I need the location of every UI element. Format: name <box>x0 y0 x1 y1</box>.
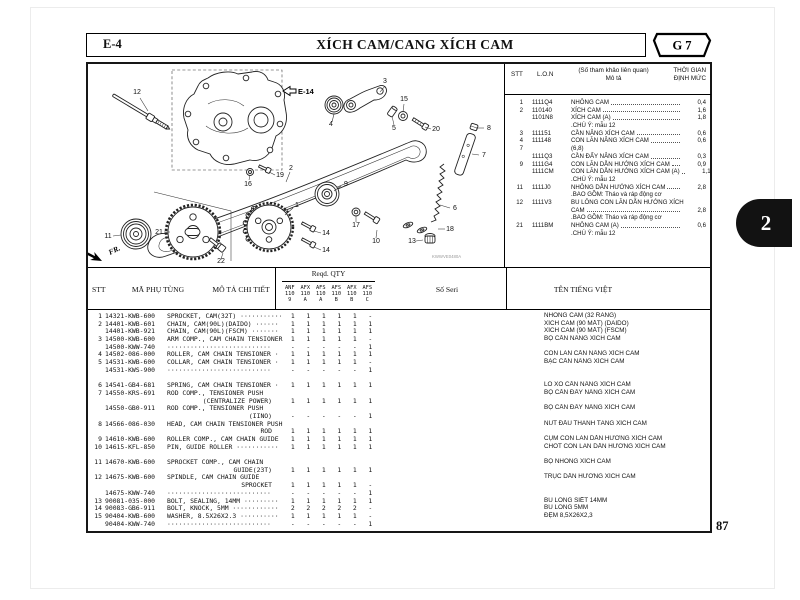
diagram-callout: 20 <box>432 126 440 133</box>
ref-table-row: .CHÚ Ý: mẫu 12 <box>571 122 616 130</box>
ref-table-header <box>505 64 711 95</box>
part-sealing-bolt-13 <box>425 234 435 244</box>
ref-table-row: 12 1111V3 BU LÔNG CON LĂN DẪN HƯỚNG XÍCH <box>516 198 684 206</box>
col-part-number: MÃ PHỤ TÙNG <box>131 285 185 294</box>
section-ref-arrow <box>283 87 315 97</box>
section-ref-label: E-14 <box>298 87 314 96</box>
ref-table-row: CAM 2,8 <box>571 206 706 214</box>
chapter-number: 2 <box>760 210 772 235</box>
ref-table-row: 4 111148 CON LĂN NÂNG XÍCH CAM 0,6 <box>519 137 706 145</box>
parts-table-row: 14550-GB0-911 ROD COMP., TENSIONER PUSH BỘ CẦN ĐẨY NÂNG XÍCH CAM <box>105 404 636 413</box>
front-direction-arrow <box>88 243 122 265</box>
ref-col-stt: STT <box>511 71 523 78</box>
ref-table-row: 7 (6,8) <box>519 145 584 153</box>
part-bolt-12 <box>111 92 171 131</box>
content-frame <box>86 62 712 533</box>
parts-table-row: 1 14321-KWB-600 SPROCKET, CAM(32T) ··········· 1 1 1 1 1 - NHÔNG CAM (32 RĂNG) <box>98 312 617 320</box>
group-badge <box>652 32 712 58</box>
ref-table-row: .CHÚ Ý: mẫu 12 <box>571 175 616 183</box>
parts-table-row: (CENTRALIZE POWER) 1 1 1 1 1 1 <box>202 396 373 405</box>
parts-table-row: 11 14670-KWB-600 SPROCKET COMP., CAM CHAIN BỘ NHÔNG XÍCH CAM <box>94 458 611 467</box>
diagram-callout: 13 <box>408 238 416 245</box>
part-bolt-20 <box>411 116 429 130</box>
part-washer-15 <box>399 112 408 121</box>
part-bolt-14-upper <box>301 221 316 233</box>
part-tensioner-arm-3 <box>344 85 387 112</box>
parts-table-row: 14500-KWW-740 ··························· - - - - - 1 <box>105 342 373 351</box>
parts-table-row: 6 14541-GB4-681 SPRING, CAM CHAIN TENSIONER · 1 1 1 1 1 1 LÒ XO CẦN NÂNG XÍCH CAM <box>98 381 631 390</box>
ref-table-row: 9 1111G4 CON LĂN DẪN HƯỚNG XÍCH CAM 0,9 <box>519 160 706 168</box>
qty-column-header: AFX 110 B <box>346 285 357 304</box>
labor-reference-panel <box>504 64 711 267</box>
ref-table-row: 11 1111J0 NHÔNG DẪN HƯỚNG XÍCH CAM 2,8 <box>516 183 706 191</box>
diagram-callout: 14 <box>322 247 330 254</box>
ref-table-body <box>505 95 711 237</box>
part-roller-11 <box>121 219 151 249</box>
parts-table-row: 14531-KWS-900 ··························· - - - - - 1 <box>105 365 373 374</box>
parts-table-header <box>88 268 710 310</box>
qty-column-header: ANF 110 9 <box>284 285 295 304</box>
ref-col-lon: L.O.N <box>537 71 554 78</box>
parts-table-row: ROD 1 1 1 1 1 1 <box>260 427 373 436</box>
diagram-callout: 5 <box>392 125 396 132</box>
diagram-callout: 14 <box>322 230 330 237</box>
qty-header-rule <box>282 281 375 282</box>
parts-table-row: 7 14550-KRS-691 ROD COMP., TENSIONER PUSH BỘ CẦN ĐẨY NÂNG XÍCH CAM <box>98 388 636 397</box>
ref-table-row: .CHÚ Ý: mẫu 12 <box>571 229 616 237</box>
ref-col-time: THỜI GIAN ĐỊNH MỨC <box>673 67 706 82</box>
parts-table-row: (IINO) - - - - - 1 <box>248 411 373 420</box>
figure-code: KWWVE0480A <box>432 254 462 259</box>
diagram-callout: 18 <box>446 226 454 233</box>
ref-table-row: 2 110140 XÍCH CAM 1,6 <box>519 106 706 114</box>
parts-table-row: 14401-KWB-921 CHAIN, CAM(90L)(FSCM) ······· 1 1 1 1 1 1 XÍCH CAM (90 MẮT) (FSCM) <box>105 327 627 336</box>
part-collar-5 <box>387 106 398 118</box>
front-arrow-icon <box>88 248 104 265</box>
diagram-callout: 19 <box>276 172 284 179</box>
col-description: MÔ TẢ CHI TIẾT <box>212 285 270 294</box>
parts-table-row: 14 90083-GB6-911 BOLT, KNOCK, 5MM ············ 2 2 2 2 2 - BU LÔNG 5MM <box>94 504 589 513</box>
diagram-callout: 12 <box>133 89 141 96</box>
ref-table-row: 1101N8 XÍCH CAM (A) 1,8 <box>532 114 706 122</box>
ref-table-row: 3 111151 CẦN NÂNG XÍCH CAM 0,6 <box>519 129 706 137</box>
ref-table-row: .BAO GỒM: Tháo và ráp động cơ <box>571 191 662 199</box>
diagram-callout: 11 <box>104 233 112 240</box>
ref-table-row: 1111Q3 CẦN ĐẨY NÂNG XÍCH CAM 0,3 <box>532 152 706 160</box>
col-stt: STT <box>92 285 106 294</box>
part-bolt-10 <box>363 210 380 224</box>
parts-table-row: 4 14502-086-000 ROLLER, CAM CHAIN TENSIONER · 1 1 1 1 1 1 CON LĂN CẦN NÂNG XÍCH CAM <box>98 350 640 359</box>
diagram-callout: 7 <box>482 152 486 159</box>
part-washer-17 <box>352 208 360 216</box>
ref-table-row: 1 1111Q4 NHÔNG CAM 0,4 <box>519 99 706 106</box>
part-roller-9 <box>315 182 339 206</box>
chapter-tab <box>736 199 792 247</box>
front-label: FR. <box>106 243 122 257</box>
part-roller-4 <box>325 96 343 114</box>
parts-table-row: SPROCKET 1 1 1 1 1 - <box>241 481 373 490</box>
diagram-callout: 1 <box>295 202 299 209</box>
part-washers-18 <box>403 221 428 234</box>
ref-table-row: 1111CM CON LĂN DẪN HƯỚNG XÍCH CAM (A) 1,1 <box>532 168 711 176</box>
qty-column-header: AFX 110 A <box>300 285 311 304</box>
diagram-callout: 17 <box>352 222 360 229</box>
spacer-line <box>88 374 710 382</box>
col-reqd-qty: Reqd. QTY <box>311 270 346 278</box>
crankcase-drawing <box>183 71 286 164</box>
diagram-callout: 2 <box>289 165 293 172</box>
qty-column-header: AFS 110 B <box>331 285 342 304</box>
qty-column-header: AFS 110 A <box>315 285 326 304</box>
diagram-callout: 15 <box>400 96 408 103</box>
diagram-callout: 6 <box>453 205 457 212</box>
part-sprocket-21 <box>166 205 220 259</box>
parts-table-body <box>88 310 710 527</box>
col-vietnamese-name: TÊN TIẾNG VIỆT <box>553 285 613 294</box>
page-title: XÍCH CAM/CANG XÍCH CAM <box>316 37 514 52</box>
parts-table-row: 9 14610-KWB-600 ROLLER COMP., CAM CHAIN GUIDE 1 1 1 1 1 1 CỤM CON LĂN DẪN HƯỚNG XÍCH CAM <box>98 435 663 443</box>
part-head-8 <box>470 123 479 131</box>
diagram-svg <box>88 64 504 267</box>
parts-table-row: 3 14500-KWB-600 ARM COMP., CAM CHAIN TENSIONER 1 1 1 1 1 - BỘ CẦN NÂNG XÍCH CAM <box>98 335 621 344</box>
diagram-callout: 4 <box>329 121 333 128</box>
parts-table-row: 5 14531-KWB-600 COLLAR, CAM CHAIN TENSIONER · 1 1 1 1 1 - BẠC CẦN NÂNG XÍCH CAM <box>98 358 625 367</box>
parts-table <box>88 267 710 532</box>
ref-col-desc: (Số tham khảo liên quan) Mô tả <box>578 67 649 82</box>
part-washer-16 <box>247 169 254 176</box>
part-spring-6 <box>431 164 445 222</box>
page-header <box>86 33 646 57</box>
section-code: E-4 <box>103 37 122 51</box>
diagram-callout: 21 <box>155 229 163 236</box>
arrow-left-icon <box>283 87 296 96</box>
parts-table-row: 8 14566-086-030 HEAD, CAM CHAIN TENSIONER PUSH NÚT ĐẦU THANH TĂNG XÍCH CAM <box>98 419 647 428</box>
header-divider <box>506 268 507 309</box>
part-bolt-14-lower <box>301 237 316 249</box>
col-serial: Số Seri <box>435 285 459 294</box>
spacer-line <box>88 450 710 458</box>
diagram-callout: 10 <box>372 238 380 245</box>
parts-table-row: 12 14675-KWB-600 SPINDLE, CAM CHAIN GUIDE TRỤC DẪN HƯỚNG XÍCH CAM <box>94 473 636 482</box>
qty-column-header: AFS 110 C <box>362 285 373 304</box>
page-number: 87 <box>716 519 729 533</box>
ref-table-row: .BAO GỒM: Tháo và ráp động cơ <box>571 214 662 222</box>
diagram-callout: 16 <box>244 181 252 188</box>
diagram-callout: 3 <box>383 78 387 85</box>
parts-table-row: 13 90081-035-000 BOLT, SEALING, 14MM ········· 1 1 1 1 1 1 BU LÔNG SIẾT 14MM <box>94 496 608 505</box>
parts-table-row: GUIDE(23T) 1 1 1 1 1 1 <box>233 465 373 474</box>
parts-table-row: 14675-KWW-740 ··························· - - - - - 1 <box>105 488 373 497</box>
parts-table-row: 15 90404-KWB-600 WASHER, 8.5X26X2.3 ·········· 1 1 1 1 1 - ĐỆM 8,5X26X2,3 <box>94 511 593 520</box>
parts-table-row: 2 14401-KWB-601 CHAIN, CAM(90L)(DAIDO) ······ 1 1 1 1 1 1 XÍCH CAM (90 MẮT) (DAIDO) <box>98 319 629 328</box>
ref-table-row: 21 1111BM NHÔNG CAM (A) 0,6 <box>516 222 706 229</box>
parts-table-row: 90404-KWW-740 ··························· - - - - - 1 <box>105 519 373 528</box>
parts-table-row: 10 14615-KFL-850 PIN, GUIDE ROLLER ··········· 1 1 1 1 1 1 CHỐT CON LĂN DẪN HƯỚNG XÍCH CAM <box>94 442 666 451</box>
badge-label: G 7 <box>672 38 692 53</box>
diagram-callout: 22 <box>217 258 225 265</box>
qty-subheaders <box>282 283 375 303</box>
diagram-callout: 8 <box>487 125 491 132</box>
diagram-callout: 9 <box>344 181 348 188</box>
header-divider <box>275 268 276 309</box>
